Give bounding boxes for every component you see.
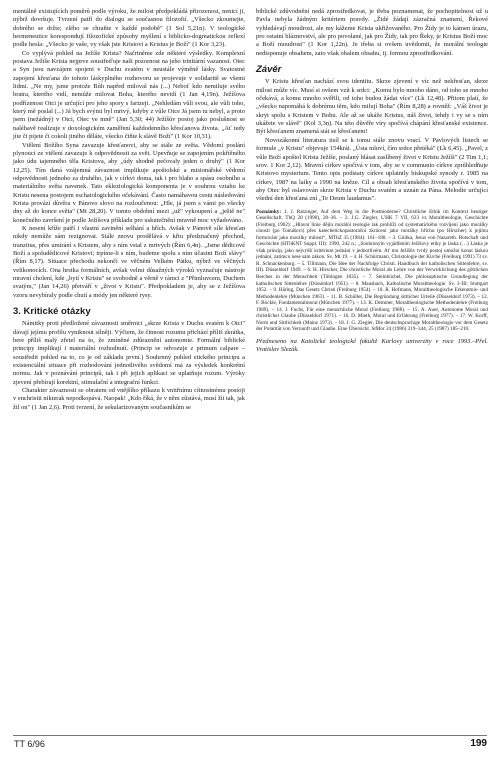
right-column [256, 8, 488, 355]
footnotes-label: Poznámky: [256, 208, 282, 215]
footnotes-text: 1. J. Ratzinger, Auf dem Weg in die Postmoderne? Christliche Ethik im Kontext heutiger Gesellschaft. ThQ 20 (1990), 20–36. – 2. J.G. Ziegler, L'HK 7 VII, 623 vz Moraltheologie, Geschichte (Freiburg 1962): „Hlavní linie dějin morální teologie tak prohlíží od systematického rozvíjení jako morálky cínosti (po Tomášovi) přes katechetickopastorační zkrácení jako morálky hříchu (po Hirscher) k jejímu formování jako morálky milosti“, MThZ 35 (1984): 161–180. – 3. Gnilka, Jesus von Nazareth. Botschaft und Geschichte (HThKNT Suppl. III): 1990, 242 n.; „Souhrnným vyjádřením Ježíšovy etiky je láska (…) Láska je však princip, jako nejvyšší kritérium jednání v jednotlivém. Ať mu Ježíšův tvrdý postoj umožní konat láskou jednání, zatímco nese sám zákon. Sv. Mt 19. – 4. H. Schürmann, Christologie der Kirche (Freiburg 1991) 73 sv. R. Schnackenburg. – 5. Tillmann, Die Idee der Nachfolge Christi. Handbuch der katholischen Sittenlehre, sv. III). Düsseldorf 1949. – 6. H. Hirscher, Die christliche Moral als Lehre von der Verwirklichung des göttlichen Reiches in der Menschheit (Tübingen 1835). – 7. Steinbüchel, Die philosophische Grundlegung der katholischen Sittenlehre (Düsseldorf 1951). – 8. Mausbach, Katholische Moraltheologie. Sv. I–III. Stuttgart 1952. – 9. Häring, Das Gesetz Christi (Freiburg 1954). – 10. R. Hofmann, Moraltheologische Erkenntnis- und Methodenlehre (München 1963). – 11. B. Schüller, Die Begründung sittlicher Urteile (Düsseldorf 1973). – 12. F. Böckle, Fundamentalmoral (München 1977). – 13. K. Demmer, Moraltheologische Methodenlehre (Freiburg 1989). – 14. J. Fuchs, Für eine menschliche Moral (Freiburg 1988). – 15. A. Auer, Autonome Moral und christlicher Glaube (Düsseldorf 1971). – 16. D. Mieth, Moral und Erfahrung (Freiburg 1977). – 17. W. Korff, Norm und Sittlichkeit (Mainz 1973). – 18. J. G. Ziegler, Die deutschsprachige Moraltheologie vor dem Gesetz der Polarität von Vernunft und Glaube. Eine Übersicht. StMor 24 (1986) 319–344, 25 (1987) 185–210. [256, 208, 489, 333]
section-heading: 3. Kritické otázky [13, 306, 91, 318]
closing-note: Předneseno na Katolické teologické fakultě Karlovy univerzity v roce 1993.–Přel. Vratislav Slezák. [256, 337, 488, 354]
paragraph: mentálně existujících poměrů podle výroku, že milost předpokládá přirozenost, nenicí ji, nýbrž dovršuje. Tvrzení patří do dialogu se současnou filozofií. „Všecko zkoumejte, dobrého se držte; zlého se chraňte v každé podobě" (1 Sol 5,21n). V teologické hermeneutice korespondují filozofické způsoby myšlení s biblicko-dogmatickou reflexí podle hesla: „Všecko je vaše, vy však jste Kristovi a Kristus je Boží" (1 Kor 3,23). [13, 8, 245, 49]
footer-divider [13, 735, 487, 736]
paragraph: biblické zdůvodnění nedá zprostředkovat, je třeba poznamenat, že pochopitelnost už u Pavla nebyla žádným kritériem pravdy. „Židé žádají zázračná znamení, Řekové vyhledávají moudrost, ale my kážeme Krista ukřižovaného. Pro Židy je to kámen úrazu, pro ostatní bláznovství, ale pro povolané, jak pro Židy, tak pro Řeky, je Kristus Boží moc a Boží moudrost" (1 Kor 1,22n). Je třeba si ovšem uvědomit, že morální teologie nedisponuje obsahem, zato však obalem obsahu, tj. formou zprostředkování. [256, 8, 488, 57]
journal-issue: TT 6/96 [14, 739, 45, 749]
footnotes [256, 209, 488, 333]
paragraph: K nesení kříže patří i vlastní zavinění selhání a hřích. Avšak v Pánově síle křesťan nikdy nemůže sám rezignovat. Stále znovu prodělává v křtu předznačený přechod, tranzitus, přes umírání s Kristem, aby s ním vstal z mrtvých (Řím 6,4n). „Jsme dědicové Boží a spoludědicové Kristovi; trpíme-li s ním, budeme spolu s ním účastni Boží slávy" (Řím 8,17). Situace přechodu nekončí ve věčném Velkém Pátku, nýbrž ve věčných velikonocích. Ona hrstka formálních, avšak velmi důsažných výroků vyznačuje nástroje mravní cholení, kde „bytí v Kristu" se svobodně a věrně v rámci z "Přimluvcem, Duchem svatým," (Jan 14,26) přetváří v „život v Kristu". Předpokladem je, aby se z Ježíšova vzoru nevybíraly podle chutí a módy jen některé rysy. [13, 224, 245, 299]
paragraph: V Kristu křesťan nachází svou identitu. Skrze zjevení v víc než nekřesťan, skrze milost může víc. Musí si ovšem vzít k srdci: „Komu bylo mnoho dáno, od toho se mnoho očekává, a komu mnoho svěřili, od toho budou žádat více" (Lk 12,48). Přitom platí, že „všecko napomáhá k dobrému těm, kdo milují Boha" (Řím 8,28) a rovněž: „Váš život je skryt spolu s Kristem v Bohu. Ale až se ukáže Kristus, náš život, tehdy i vy se s ním ukážete ve slávě" (Kol 3,3n). Na této důvěře víry spočívá chápání křesťanské existence. Být křesťanem znamená stát se křesťanem! [256, 78, 488, 136]
paragraph: Novozákonní literatura tisíl se k tomu stále znovu vrací. V Pavlových listech se formule „v Kristu" objevuje 154krát. „Ústa mluví, čím srdce přetéká" (Lk 6,45). „Pavel, z vůle Boží apoštol Krista Ježíše, poslaný hlásat zaslíbený život v Kristu Ježíši" (2 Tim 1,1; srov. 1 Kor 2,12). Mravní církev spočívá v tom, aby se v communio církve zprůhledňuje Kristovo mysterium. Tento opis podstaty církve uplatnily biskupské synody r. 1985 na církev, 1987 na laiky a 1990 na kněze. Cíl a obsah křesťanského života spočívá v tom, aby Otec byl oslavován skrze Krista v Duchu svatém a uznán za Pána. Melodie určující všední den křesťana zní „Te Deum laudamus". [256, 136, 488, 203]
section-heading: Závěr [256, 64, 282, 76]
page-number: 199 [470, 738, 487, 749]
paragraph: Charakter závaznosti se obratem od vnějšího příkazu k vnitřnímu cítnostnému postoji v enchristii nikterak nepodkopává. Naopak! „Kdo říká, že v něm zůstává, musí žít tak, jak žil on" (1 Jan 2,6). Proti tvrzení, že sekularizovaným současníkům se [13, 387, 245, 411]
paragraph: Vtělení Božího Syna zavazuje křesťanovi, aby se stále ze světa. Vědomí poslání plynoucí ze vtělení zavazuje k odpovědnosti za svět. Upevňuje se zapojením pokřtěného jako údu tajemného těla Kristova, aby „údy shodně pečovaly jeden o druhý" (1 Kor 12,25). Tím daná vzájemná závaznost implikuje apoštolské a misionářské vědomí odpovědnosti jednoho za druhého, jak v církvi doma, tak i pro blaho a spásu osobního a materiálního světa navenek. Tato ekleziologická komponenta je v souhrnu vztahu ke Kristu nesena postojem eschatologického očekávání. Často namáhavou cestu následování Krista provází důvěra v Pánovo slovo na rozloučenou: „Hle, já jsem s vámi po všecky dny až do konce světa" (Mt 28,20). V tomto obdobní mezi „už" vykoupení a „ještě ne" konečného završení je podle Ježíšova příkladu pro uskutečnění mravně moc vyžadováno. [13, 141, 245, 224]
paragraph: Námitky proti předložené závaznosti směrnici „skrze Krista v Duchu svatém k Otci" dávají jejímu profilu vyniknout silněji. Výčtem, že činnost rozumu přichází příliš zkrátka, bere příliš malý zřetel na to, že zmíněné zdůraznění autonomie. Formální biblické principy implikují i materiální rozhodnutí. (Princip se odvozuje z primum calpare – soustředit pohled na to, co je od základu první.) Souhrnný pohled etického principu a existenciální situace při rozhodování jednotlivého svědomí má za výsledek konkrétní normu. Jak v poznávání principů, tak i při jejich aplikaci se uplatňuje rozum. Výroky zjevení přebírají korektní, stimulační a integrační funkci. [13, 320, 245, 386]
paragraph: Co vyplývá pohled na Ježíše Krista? Načrtněme zde některé výsledky. Komplexní postava Ježíše Krista nejprve soustřeďuje naši pozornost na jeho trinitární vazanost. Otec a Syn jsou navzájem spojeni v Duchu svatém v neustále výměně lásky. Svatostné zapojení křesťana do tohoto láskyplného rozhovoru se projevuje v solidaritě se všemi lidmi. „Ne my, jsme protože Bůh napřed miloval nás (...) Neboť kdo nemiluje svého bratra, kterého vidí, nemůže milovat Boha, kterého nevidí (1 Jan 4,19n). Ježíšova podřízenost Otci je určující pro jeho spory s farizeji. „Nehledám vůli svou, ale vůli toho, který mě poslal (...) Já bych svými byl mrtvý, kdyby z vůle Otce Já jsem tu nebyl, a proto jsem (nežádný) v Otci, Otec ve mně" (Jan 5,30; 44) Ježíšův postoj jako poslušnost se naléhavě realizuje v doxologickém zaměření každodenního křesťanova života. „Ať tedy jíte či pijete či cokoli jiného děláte, všecko čiňte k slávě Boží" (1 Kor 10,31). [13, 49, 245, 141]
left-column [13, 8, 245, 412]
